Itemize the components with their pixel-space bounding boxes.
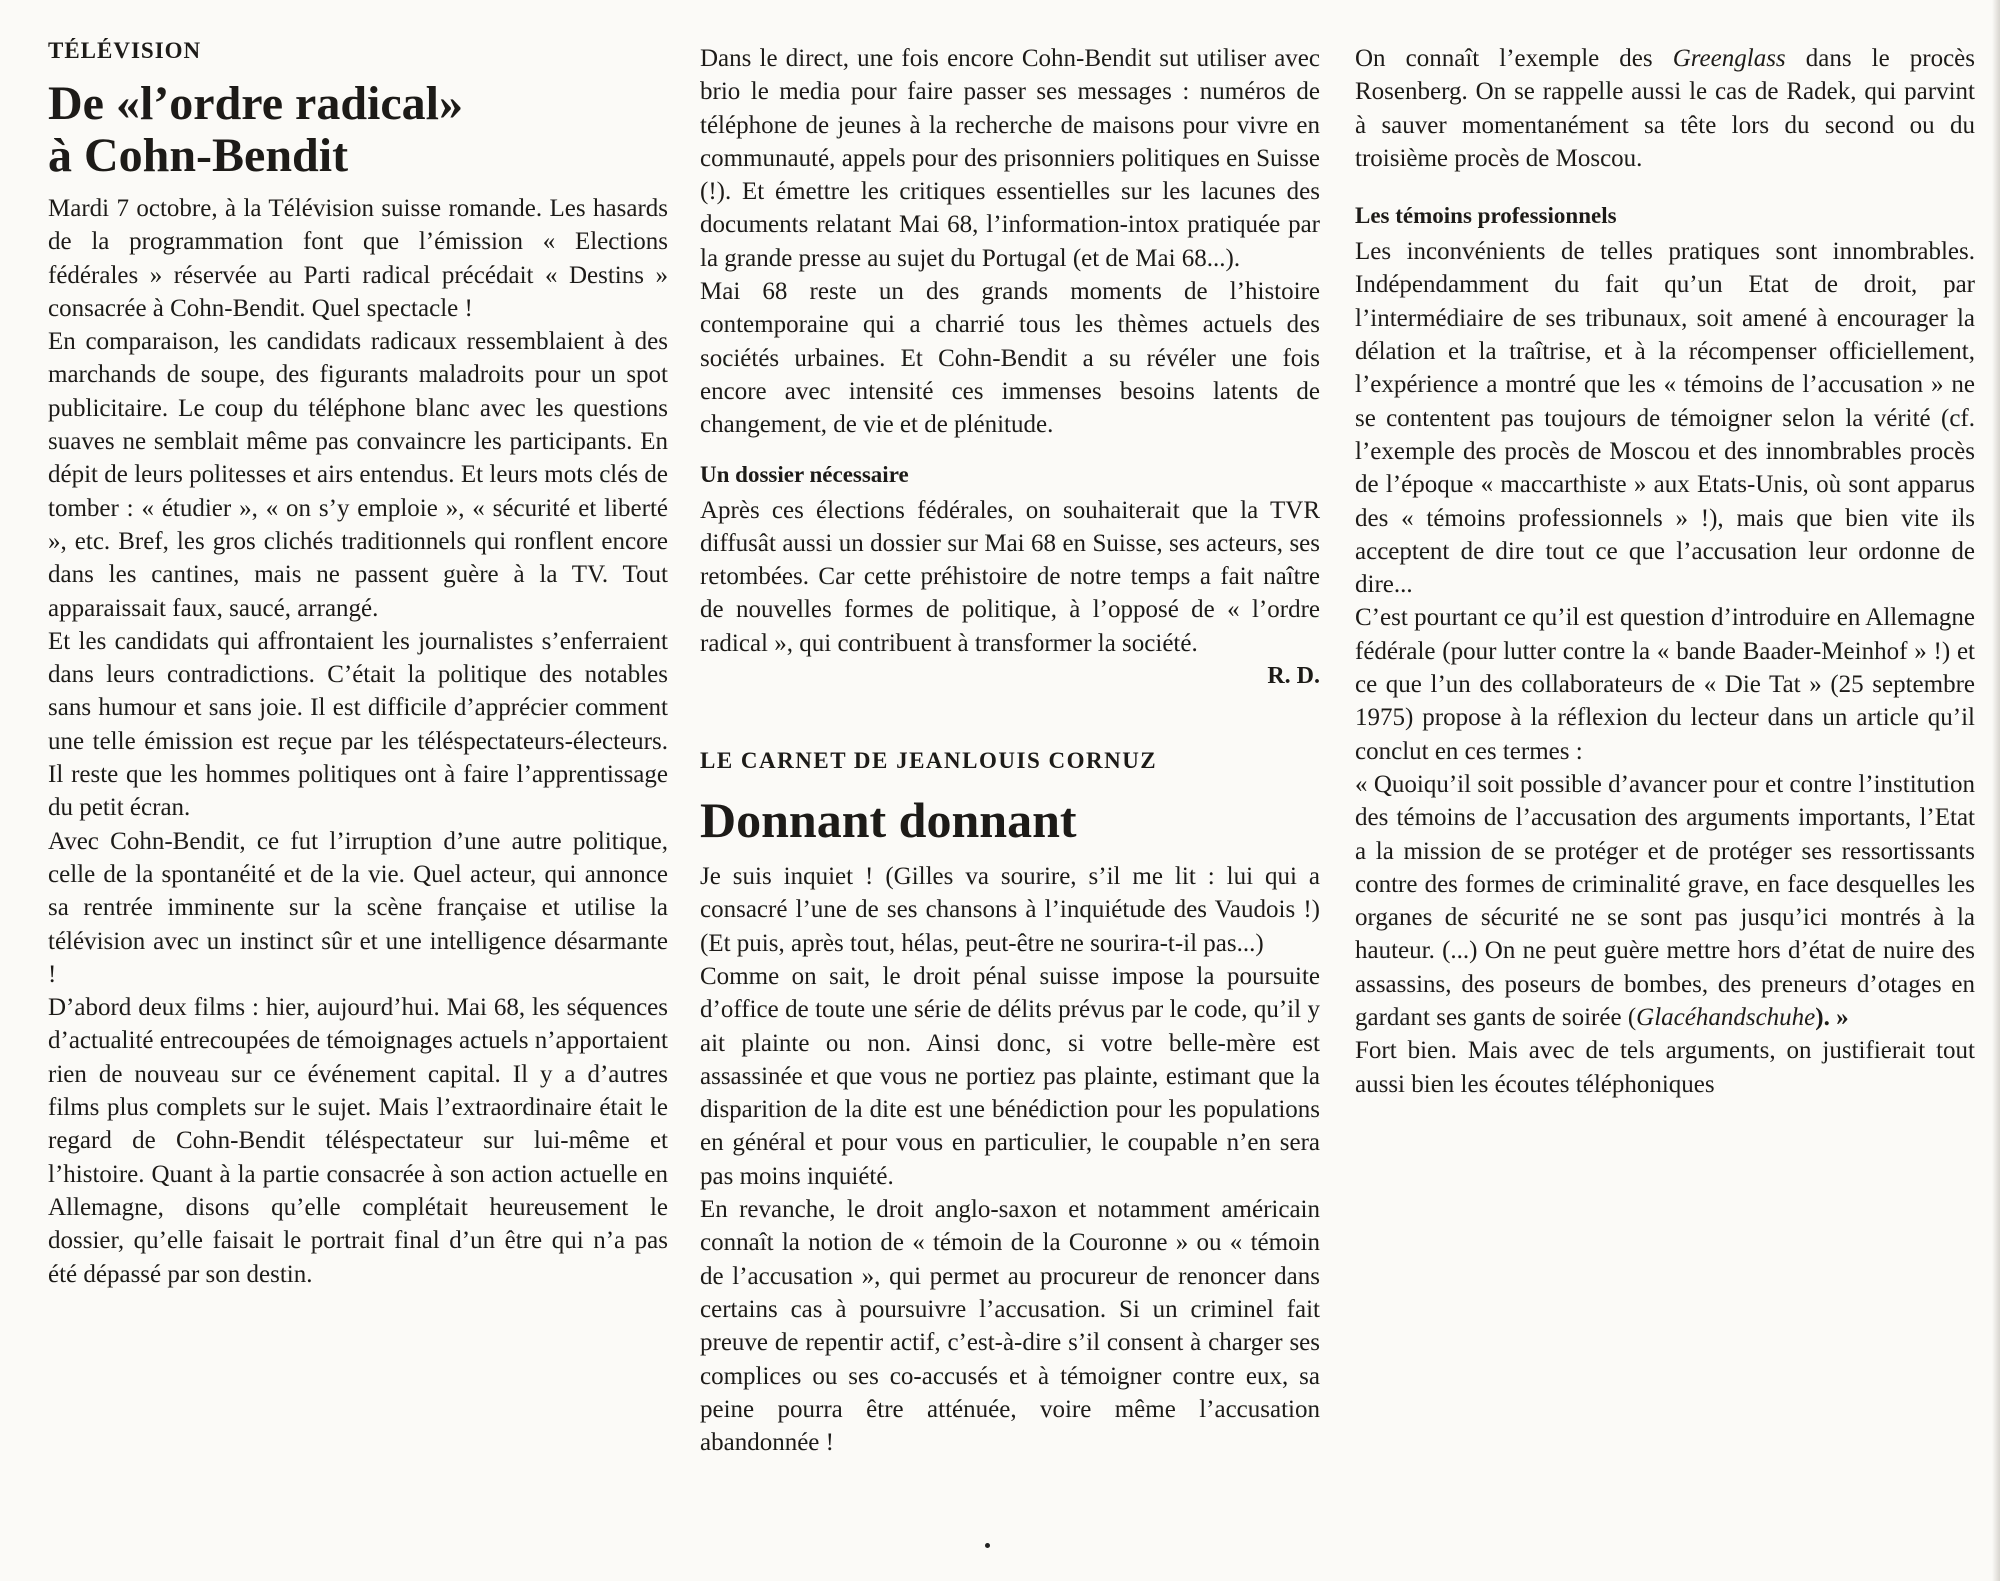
article2-paragraph: Je suis inquiet ! (Gilles va sourire, s’il me lit : lui qui a consacré l’une de ses chansons à l’inquiétude des Vaudois !) (Et puis, après tout, hélas, peut-être ne sourira-t-il pas...) [700, 863, 1320, 957]
article1-paragraph: En comparaison, les candidats radicaux ressemblaient à des marchands de soupe, des figurants maladroits pour un spot publicitaire. Le coup du téléphone blanc avec les questions suaves ne semblait même pas convaincre les participants. En dépit de leurs politesses et airs entendus. Et leurs mots clés de tomber : « étudier », « on s’y emploie », « sécurité et liberté », etc. Bref, les gros clichés traditionnels qui ronflent encore dans les cantines, mais ne passent guère à la TV. Tout apparaissait faux, saucé, arrangé. [48, 328, 668, 622]
article2-last-paragraph: Fort bien. Mais avec de tels arguments, on justifierait tout aussi bien les écoutes téléphoniques [1355, 1037, 1975, 1098]
article2-paragraph: Comme on sait, le droit pénal suisse impose la poursuite d’office de toute une série de délits prévus par le code, qu’il y ait plainte ou non. Ainsi donc, si votre belle-mère est assassinée et que vous ne portiez pas plainte, estimant que la disparition de la dite est une bénédiction pour les populations en général et pour vous en particulier, le coupable n’en sera pas moins inquiété. [700, 962, 1320, 1190]
article2-title: Donnant donnant [700, 792, 1077, 849]
column-2 [700, 42, 1320, 1459]
page-dot [985, 1543, 990, 1548]
text-run: « Quoiqu’il soit possible d’avancer pour et contre l’institution des témoins de l’accusation des arguments importants, l’Etat a la mission de se protéger et de protéger ses ressortissants contre des formes de criminalité grave, en face desquelles les organes de sécurité ne se sont pas jusqu’ici montrés à la hauteur. (...) On ne peut guère mettre hors d’état de nuire des assassins, des poseurs de bombes, des preneurs d’otages en gardant ses gants de soirée ( [1355, 770, 1975, 1032]
article1-paragraph: Et les candidats qui affrontaient les journalistes s’enferraient dans leurs contradictions. C’était la politique des notables sans humour et sans joie. Il est difficile d’apprécier comment une telle émission est reçue par les téléspectateurs-électeurs. Il reste que les hommes politiques ont à faire l’apprentissage du petit écran. [48, 627, 668, 822]
article1-paragraph: Mai 68 reste un des grands moments de l’histoire contemporaine qui a charrié tous les thèmes actuels des sociétés urbaines. Et Cohn-Bendit a su révéler une fois encore avec intensité ces immenses besoins latents de changement, de vie et de plénitude. [700, 278, 1320, 439]
page-edge-shadow [1992, 0, 2000, 1581]
column-3 [1355, 42, 1975, 1101]
text-run: dans le procès Rosenberg. On se rappelle aussi le cas de Radek, qui parvint à sauver momentanément sa tête lors du second ou du troisième procès de Moscou. [1355, 45, 1975, 172]
article1-paragraph: Dans le direct, une fois encore Cohn-Bendit sut utiliser avec brio le media pour faire passer ses messages : numéros de téléphone de jeunes à la recherche de maisons pour vivre en communauté, appels pour des prisonniers politiques en Suisse (!). Et émettre les critiques essentielles sur les lacunes des documents relatant Mai 68, l’information-intox pratiquée par la grande presse au sujet du Portugal (et de Mai 68...). [700, 45, 1320, 272]
article1-closing-paragraph: Après ces élections fédérales, on souhaiterait que la TVR diffusât aussi un dossier sur Mai 68 en Suisse, ses acteurs, ses retombées. Car cette préhistoire de notre temps a fait naître de nouvelles formes de politique, à l’opposé de « l’ordre radical », qui contribuent à transformer la société. [700, 496, 1320, 657]
article2-paragraph: Les inconvénients de telles pratiques sont innombrables. Indépendamment du fait qu’un Etat de droit, par l’intermédiaire de ses tribunaux, soit amené à encourager la délation et la traîtrise, et à la récompenser officiellement, l’expérience a montré que les « témoins de l’accusation » ne se contentent pas toujours de témoigner selon la vérité (cf. l’exemple des procès de Moscou et des innombrables procès de l’époque « maccarthiste » aux Etats-Unis, où sont apparus des « témoins professionnels » !), mais que bien vite ils acceptent de dire tout ce que l’accusation leur ordonne de dire... [1355, 238, 1975, 599]
article1-title [48, 78, 668, 182]
article2-paragraph: C’est pourtant ce qu’il est question d’introduire en Allemagne fédérale (pour lutter contre la « bande Baader-Meinhof » !) et ce que l’un des collaborateurs de « Die Tat » (25 septembre 1975) propose à la réflexion du lecteur dans un article qu’il conclut en ces termes : [1355, 604, 1975, 765]
article2-kicker: LE CARNET DE JEANLOUIS CORNUZ [700, 748, 1158, 774]
article1-paragraph: D’abord deux films : hier, aujourd’hui. Mai 68, les séquences d’actualité entrecoupées de témoignages actuels n’apportaient rien de nouveau sur ce événement capital. Il y a d’autres films plus complets sur le sujet. Mais l’extraordinaire était le regard de Cohn-Bendit téléspectateur sur lui-même et l’histoire. Quant à la partie consacrée à son action actuelle en Allemagne, disons qu’elle complétait heureusement le dossier, qu’elle faisait le portrait final d’un être qui n’a pas été dépassé par son destin. [48, 994, 668, 1288]
article1-paragraph: Mardi 7 octobre, à la Télévision suisse romande. Les hasards de la programmation font que l’émission « Elections fédérales » réservée au Parti radical précédait « Destins » consacrée à Cohn-Bendit. Quel spectacle ! [48, 195, 668, 322]
text-run: ). » [1815, 1004, 1849, 1032]
italic-run: Greenglass [1672, 45, 1786, 72]
text-run: On connaît l’exemple des [1355, 45, 1673, 72]
article1-paragraph: Avec Cohn-Bendit, ce fut l’irruption d’une autre politique, celle de la spontanéité et de la vie. Quel acteur, qui annonce sa rentrée imminente sur la scène française et utilise la télévision avec un instinct sûr et une intelligence désarmante ! [48, 827, 668, 988]
article2-paragraph-greenglass [1355, 42, 1975, 175]
column-1 [48, 38, 668, 1291]
article1-signature: R. D. [1267, 663, 1320, 690]
article1-kicker: TÉLÉVISION [48, 38, 202, 63]
article1-title-line1: De «l’ordre radical» [48, 77, 464, 130]
italic-run: Glacéhandschuhe [1636, 1004, 1816, 1032]
article2-paragraph: En revanche, le droit anglo-saxon et notamment américain connaît la notion de « témoin de la Couronne » ou « témoin de l’accusation », qui permet au procureur de renoncer dans certains cas à poursuivre l’accusation. Si un criminel fait preuve de repentir actif, c’est-à-dire s’il consent à charger ses complices ou ses co-accusés et à témoigner contre eux, sa peine pourra être atténuée, voire même l’accusation abandonnée ! [700, 1196, 1320, 1457]
article2-quote [1355, 768, 1975, 1034]
article1-subhead: Un dossier nécessaire [700, 461, 909, 487]
article2-subhead: Les témoins professionnels [1355, 203, 1617, 229]
article1-title-line2: à Cohn-Bendit [48, 129, 349, 182]
